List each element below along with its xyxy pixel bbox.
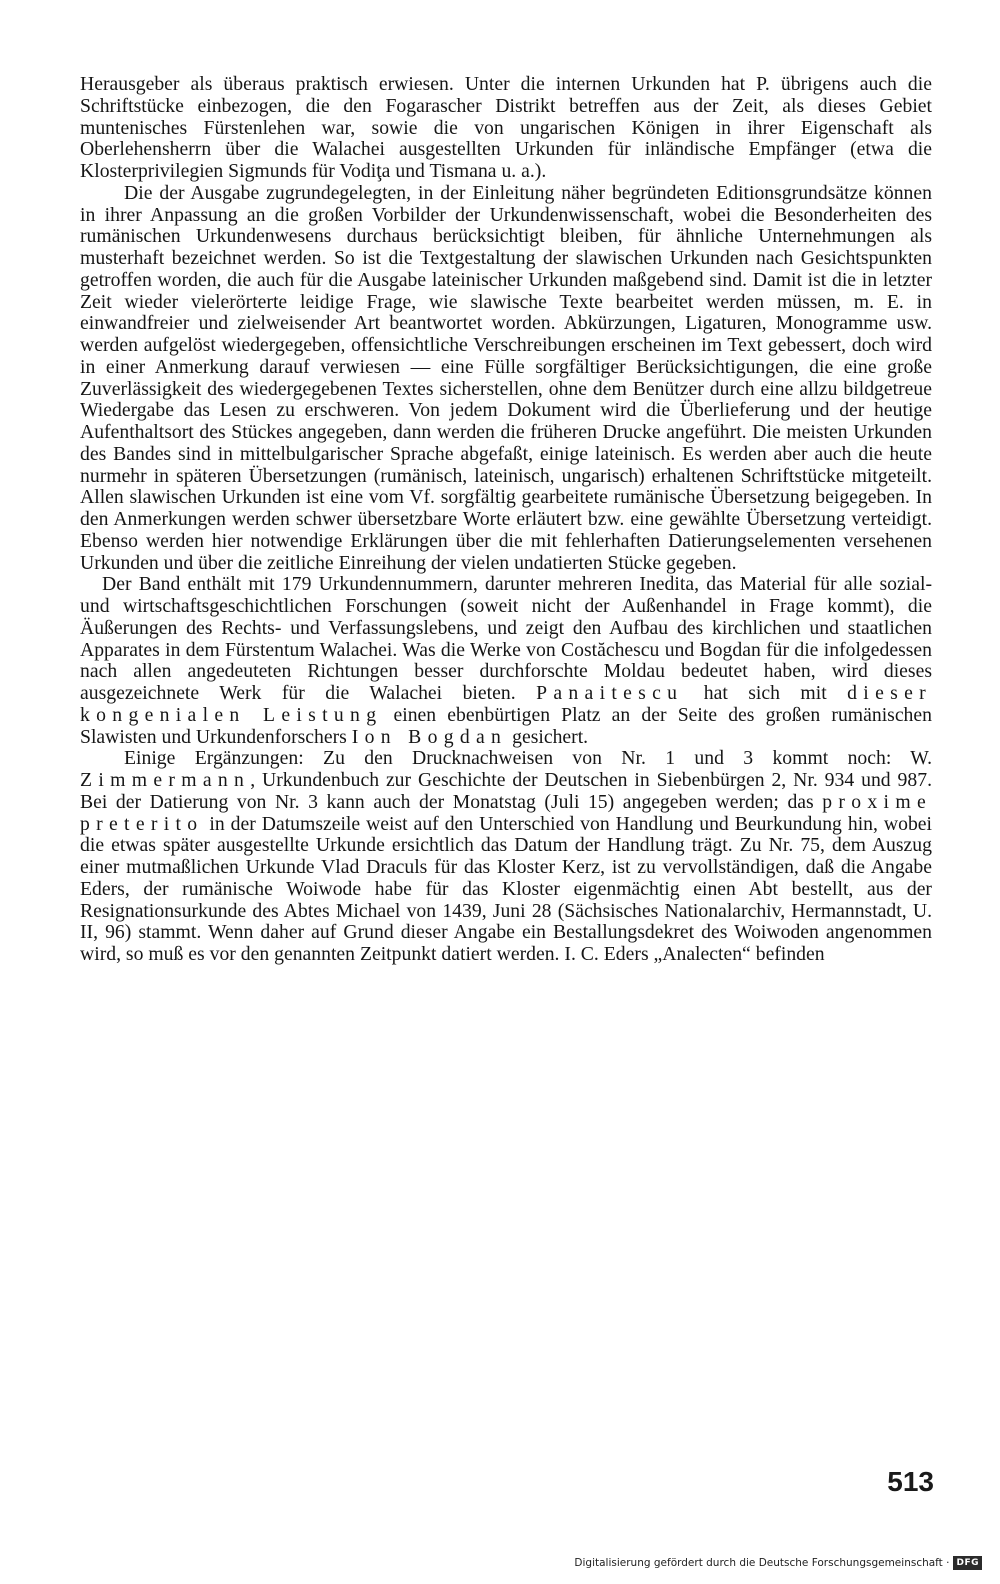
emphasized-name: Zimmermann — [80, 769, 251, 791]
footer-text: Digitalisierung gefördert durch die Deutsche Forschungsgemeinschaft · — [574, 1557, 950, 1569]
dfg-logo-icon: DFG — [953, 1556, 982, 1570]
paragraph-4 — [80, 748, 932, 966]
page-body — [80, 74, 932, 966]
emphasized-name: dieser kongenialen Leistung — [80, 682, 932, 726]
text-run: Der Band enthält mit 179 Urkundennummern, darunter mehreren Inedita, das Material für alle sozial- und wirtschaftsgeschichtlichen Forschungen (soweit nicht der Außenhandel in Frage kommt), die Äußerungen des Rechts- und Verfassungslebens, und zeigt den Aufbau des kirchlichen und staatlichen Apparates in dem Fürstentum Walachei. Was die Werke von Costăchescu und Bogdan für die infolgedessen nach allen angedeuteten Richtungen besser durchforschte Moldau bedeutet haben, wird dieses ausgezeichnete Werk für die Walachei bieten. — [80, 573, 932, 704]
page-number: 513 — [887, 1466, 934, 1497]
text-run: Einige Ergänzungen: Zu den Drucknachweisen von Nr. 1 und 3 kommt noch: W. — [124, 747, 932, 770]
emphasized-name: Ion Bogdan — [351, 725, 508, 748]
emphasized-name: proxime preterito — [80, 790, 932, 835]
text-run: gesichert. — [507, 725, 589, 748]
paragraph-3 — [80, 574, 932, 748]
text-run: Die der Ausgabe zugrundegelegten, in der Einleitung näher begründeten Editionsgrundsätze können in ihrer Anpassung an die großen Vorbilder der Urkundenwissenschaft, wobei die Besonderheiten des rumänischen Urkundenwesens durchaus berücksichtigt bleiben, für ähnliche Unternehmungen als musterhaft bezeichnet werden. So ist die Textgestaltung der slawischen Urkunden nach Gesichtspunkten getroffen worden, die auch für die Ausgabe lateinischer Urkunden maßgebend sind. Damit ist die in letzter Zeit wieder vielerörterte leidige Frage, wie slawische Texte bearbeitet werden müssen, m. E. in einwandfreier und zielweisender Art beantwortet worden. Abkürzungen, Ligaturen, Monogramme usw. werden aufgelöst wiedergegeben, offensichtliche Verschreibungen erscheinen im Text gebessert, doch wird in einer Anmerkung darauf verwiesen — eine Fülle sorgfältiger Berücksichtigungen, die eine große Zuverlässigkeit des wiedergegebenen Textes sicherstellen, ohne dem Benützer durch eine allzu bildgetreue Wiedergabe das Lesen zu erschweren. Von jedem Dokument wird die Überlieferung und der heutige Aufenthaltsort des Stückes angegeben, dann werden die früheren Drucke angeführt. Die meisten Urkunden des Bandes sind in mittelbulgarischer Sprache abgefaßt, einige lateinisch. Es werden aber auch die heute nurmehr in späteren Übersetzungen (rumänisch, lateinisch, ungarisch) erhaltenen Schriftstücke mitgeteilt. Allen slawischen Urkunden ist eine vom Vf. sorgfältig gearbeitete rumänische Übersetzung beigegeben. In den Anmerkungen werden schwer übersetzbare Worte erläutert bzw. eine gewählte Übersetzung verteidigt. Ebenso werden hier notwendige Erklärungen über die mit fehlerhaften Datierungselementen versehenen Urkunden und über die zeitliche Einreihung der vielen undatierten Stücke gegeben. — [80, 181, 932, 574]
paragraph-2 — [80, 183, 932, 575]
paragraph-1 — [80, 74, 932, 183]
footer-credit — [574, 1556, 982, 1570]
text-run: Herausgeber als überaus praktisch erwiesen. Unter die internen Urkunden hat P. übrigens auch die Schriftstücke einbezogen, die den Fogarascher Distrikt betreffen aus der Zeit, als dieses Gebiet muntenisches Fürstenlehen war, sowie die von ungarischen Königen in ihrer Eigenschaft als Oberlehensherrn über die Walachei ausgestellten Urkunden für inländische Empfänger (etwa die Klosterprivilegien Sigmunds für Vodiţa und Tismana u. a.). — [80, 73, 932, 182]
emphasized-name: Panaitescu — [536, 682, 684, 704]
text-run: , Urkundenbuch zur Geschichte der Deutschen in Siebenbürgen 2, Nr. 934 und 987. Bei der Datierung von Nr. 3 kann auch der Monatstag (Juli 15) angegeben werden; das — [80, 769, 932, 813]
text-run: einen ebenbürtigen Platz an der Seite des großen rumänischen Slawisten und Urkundenforschers — [80, 703, 932, 748]
text-run: hat sich mit — [683, 682, 848, 704]
text-run: in der Datumszeile weist auf den Unterschied von Handlung und Beurkundung hin, wobei die etwas später ausgestellte Urkunde ersichtlich das Datum der Handlung trägt. Zu Nr. 75, dem Auszug einer mutmaßlichen Urkunde Vlad Draculs für das Kloster Kerz, ist zu vervollständigen, daß die Angabe Eders, der rumänische Woiwode habe für das Kloster eigenmächtig einen Abt bestellt, aus der Resignationsurkunde des Abtes Michael von 1439, Juni 28 (Sächsisches Nationalarchiv, Hermannstadt, U. II, 96) stammt. Wenn daher auf Grund dieser Angabe ein Bestallungsdekret des Woiwoden angenommen wird, so muß es vor den genannten Zeitpunkt datiert werden. I. C. Eders „Analecten“ befinden — [80, 812, 932, 965]
